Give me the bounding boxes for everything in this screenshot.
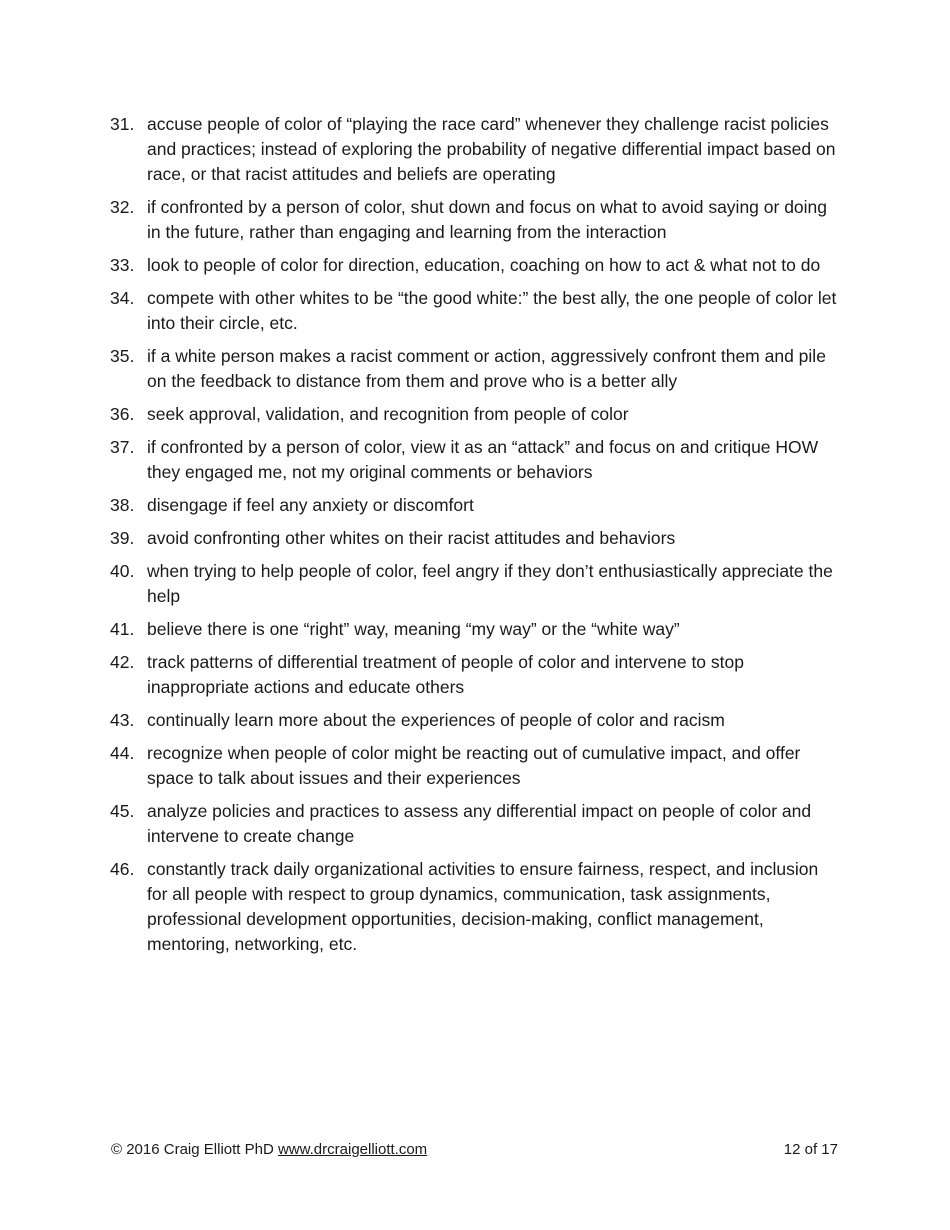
item-number: 39. <box>110 528 135 548</box>
footer-credit <box>111 1140 427 1160</box>
item-text: look to people of color for direction, education, coaching on how to act & what not to do <box>147 255 821 275</box>
item-text: if confronted by a person of color, view it as an “attack” and focus on and critique HOW they engaged me, not my original comments or behaviors <box>147 437 819 482</box>
item-number: 33. <box>110 255 135 275</box>
page-indicator: 12 of 17 <box>783 1141 838 1158</box>
item-text: compete with other whites to be “the good white:” the best ally, the one people of color let into their circle, etc. <box>147 288 837 333</box>
item-text: analyze policies and practices to assess any differential impact on people of color and intervene to create change <box>147 801 812 846</box>
item-number: 42. <box>110 652 135 672</box>
list-item <box>110 708 840 733</box>
item-number: 43. <box>110 710 135 730</box>
item-number: 44. <box>110 743 135 763</box>
list-item <box>110 857 840 957</box>
item-number: 31. <box>110 114 135 134</box>
item-number: 36. <box>110 404 135 424</box>
item-number: 37. <box>110 437 135 457</box>
copyright-text: © 2016 Craig Elliott PhD <box>111 1141 274 1158</box>
item-number: 35. <box>110 346 135 366</box>
item-text: if a white person makes a racist comment or action, aggressively confront them and pile on the feedback to distance from them and prove who is a better ally <box>147 346 826 391</box>
item-number: 38. <box>110 495 135 515</box>
item-number: 46. <box>110 859 135 879</box>
list-item <box>110 402 840 427</box>
list-item <box>110 559 840 609</box>
numbered-list <box>110 112 840 965</box>
item-text: accuse people of color of “playing the race card” whenever they challenge racist policies and practices; instead of exploring the probability of negative differential impact based on race, or that racist attitudes and beliefs are operating <box>147 114 836 184</box>
item-number: 34. <box>110 288 135 308</box>
item-text: disengage if feel any anxiety or discomfort <box>147 495 474 515</box>
item-text: constantly track daily organizational activities to ensure fairness, respect, and inclusion for all people with respect to group dynamics, communication, task assignments, professional development opportunities, decision-making, conflict management, mentoring, networking, etc. <box>147 859 819 954</box>
website-link[interactable]: www.drcraigelliott.com <box>277 1141 428 1158</box>
item-text: continually learn more about the experiences of people of color and racism <box>147 710 725 730</box>
item-number: 41. <box>110 619 135 639</box>
item-text: avoid confronting other whites on their racist attitudes and behaviors <box>147 528 676 548</box>
list-item <box>110 195 840 245</box>
list-item <box>110 112 840 187</box>
item-number: 40. <box>110 561 135 581</box>
page-footer <box>111 1140 838 1160</box>
item-number: 45. <box>110 801 135 821</box>
list-item <box>110 650 840 700</box>
item-text: believe there is one “right” way, meaning “my way” or the “white way” <box>147 619 680 639</box>
item-text: if confronted by a person of color, shut down and focus on what to avoid saying or doing in the future, rather than engaging and learning from the interaction <box>147 197 828 242</box>
item-number: 32. <box>110 197 135 217</box>
list-item <box>110 286 840 336</box>
list-item <box>110 741 840 791</box>
list-item <box>110 617 840 642</box>
item-text: track patterns of differential treatment of people of color and intervene to stop inappropriate actions and educate others <box>147 652 744 697</box>
item-text: when trying to help people of color, feel angry if they don’t enthusiastically appreciate the help <box>147 561 833 606</box>
list-item <box>110 526 840 551</box>
list-item <box>110 435 840 485</box>
list-item <box>110 799 840 849</box>
list-item <box>110 344 840 394</box>
item-text: seek approval, validation, and recognition from people of color <box>147 404 629 424</box>
list-item <box>110 253 840 278</box>
list-item <box>110 493 840 518</box>
item-text: recognize when people of color might be reacting out of cumulative impact, and offer space to talk about issues and their experiences <box>147 743 801 788</box>
